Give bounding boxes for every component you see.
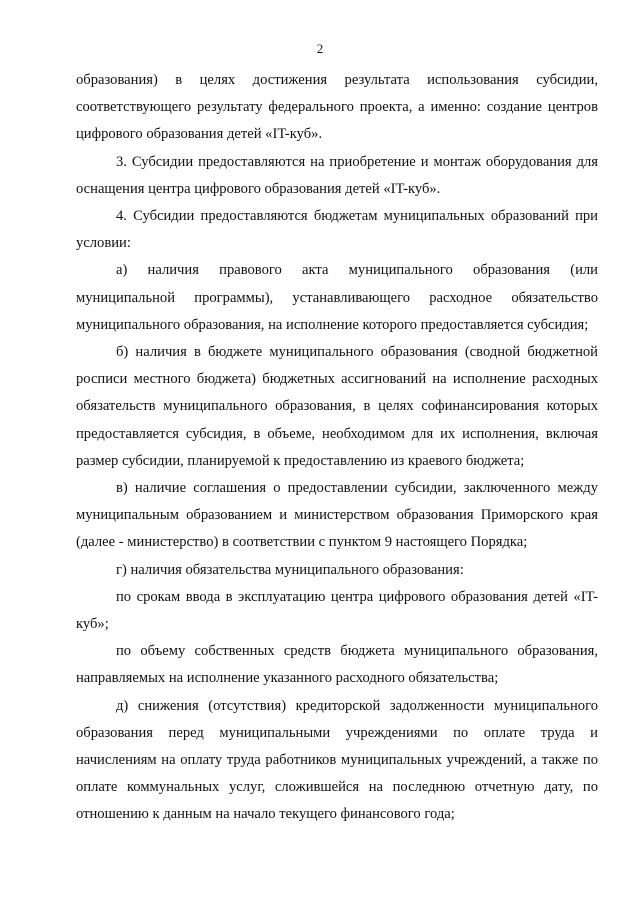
document-body (76, 67, 598, 829)
paragraph-item-4: 4. Субсидии предоставляются бюджетам муниципальных образований при условии: (76, 208, 598, 252)
paragraph-subitem-d: д) снижения (отсутствия) кредиторской задолженности муниципального образования перед муниципальными учреждениями по оплате труда и начислениям на оплату труда работников муниципальных учреждений, а также по оплате коммунальных услуг, сложившейся на последнюю отчетную дату, по отношению к данным на начало текущего финансового года; (76, 697, 598, 823)
paragraph-subitem-b: б) наличия в бюджете муниципального образования (сводной бюджетной росписи местного бюджета) бюджетных ассигнований на исполнение расходных обязательств муниципального образования, в целях софинансирования которых предоставляется субсидия, в объеме, необходимом для их исполнения, включая размер субсидии, планируемой к предоставлению из краевого бюджета; (76, 344, 598, 469)
paragraph-item-3: 3. Субсидии предоставляются на приобретение и монтаж оборудования для оснащения центра цифрового образования детей «IT-куб». (76, 153, 598, 197)
paragraph-term-deadline: по срокам ввода в эксплуатацию центра цифрового образования детей «IT-куб»; (76, 588, 598, 633)
page-number: 2 (316, 41, 324, 56)
paragraph-subitem-a: а) наличия правового акта муниципального образования (или муниципальной программы), устанавливающего расходное обязательство муниципального образования, на исполнение которого предоставляется субсидия; (76, 262, 598, 333)
paragraph-continuation: образования) в целях достижения результата использования субсидии, соответствующего результату федерального проекта, а именно: создание центров цифрового образования детей «IT-куб». (76, 72, 598, 143)
paragraph-own-funds: по объему собственных средств бюджета муниципального образования, направляемых на исполнение указанного расходного обязательства; (76, 643, 598, 687)
paragraph-subitem-v: в) наличие соглашения о предоставлении субсидии, заключенного между муниципальным образованием и министерством образования Приморского края (далее - министерство) в соответствии с пунктом 9 настоящего Порядка; (76, 480, 598, 551)
paragraph-subitem-g: г) наличия обязательства муниципального образования: (116, 561, 464, 578)
